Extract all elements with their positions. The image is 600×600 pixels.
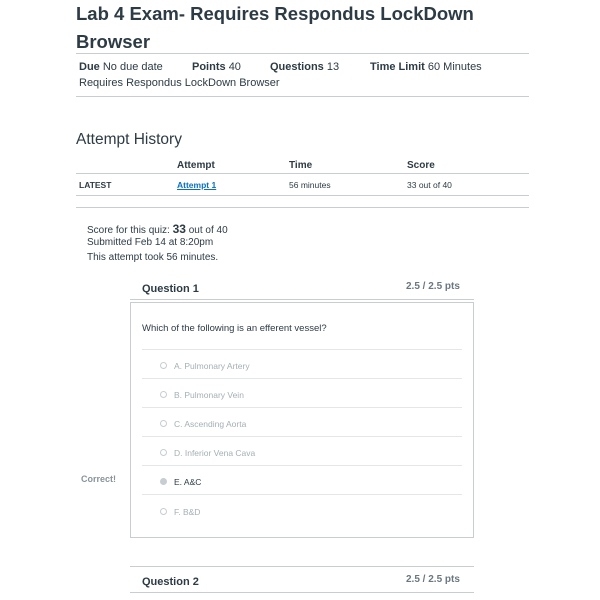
column-header-time: Time [289,160,313,171]
quiz-title: Lab 4 Exam- Requires Respondus LockDown Browser [76,3,474,52]
question-points: 2.5 / 2.5 pts [406,574,460,585]
question-header-divider [130,592,474,593]
answer-label: D. Inferior Vena Cava [174,448,256,458]
score-suffix: out of 40 [188,225,228,236]
quiz-meta-due [79,61,163,73]
question-header-divider [130,299,474,300]
divider [76,96,529,97]
score-prefix: Score for this quiz: [87,225,170,236]
answer-divider [142,465,462,466]
due-value: No due date [102,61,163,73]
radio-button-selected[interactable] [160,478,167,485]
submitted-text: Submitted Feb 14 at 8:20pm [87,237,214,248]
radio-button[interactable] [160,449,167,456]
answer-divider [142,407,462,408]
answer-label: C. Ascending Aorta [174,419,247,429]
radio-button[interactable] [160,391,167,398]
answer-label: F. B&D [174,507,201,517]
duration-text: This attempt took 56 minutes. [87,252,219,263]
points-value: 40 [228,61,241,73]
time-limit-label: Time Limit [370,61,425,73]
correct-indicator: Correct! [81,474,117,484]
attempt-link[interactable]: Attempt 1 [177,180,217,190]
questions-value: 13 [326,61,340,73]
answer-label: A. Pulmonary Artery [174,361,250,371]
time-limit-value: 60 Minutes [427,61,482,73]
question-title: Question 1 [142,283,199,295]
question-points: 2.5 / 2.5 pts [406,281,460,292]
radio-button[interactable] [160,508,167,515]
answer-label: B. Pulmonary Vein [174,390,244,400]
points-label: Points [192,61,226,73]
quiz-meta-time-limit [370,61,482,73]
table-divider [76,195,529,196]
requirement-note: Requires Respondus LockDown Browser [79,77,280,89]
table-divider [76,173,529,174]
attempt-time: 56 minutes [289,180,331,190]
latest-label: LATEST [79,180,112,190]
radio-button[interactable] [160,362,167,369]
divider [76,53,529,54]
column-header-score: Score [407,160,435,171]
section-divider [76,207,529,208]
quiz-meta-points [192,61,241,73]
column-header-attempt: Attempt [177,160,215,171]
questions-label: Questions [270,61,324,73]
due-label: Due [79,61,100,73]
answer-divider [142,436,462,437]
attempt-history-heading: Attempt History [76,131,182,148]
answer-divider [142,494,462,495]
question-text: Which of the following is an efferent vessel? [142,323,327,334]
question-title: Question 2 [142,576,199,588]
question-top-divider [130,566,474,567]
quiz-score [87,222,228,236]
attempt-score: 33 out of 40 [407,180,452,190]
answer-label: E. A&C [174,477,202,487]
answer-divider [142,349,462,350]
quiz-meta-questions [270,61,339,73]
answer-divider [142,378,462,379]
score-value: 33 [172,222,186,236]
radio-button[interactable] [160,420,167,427]
